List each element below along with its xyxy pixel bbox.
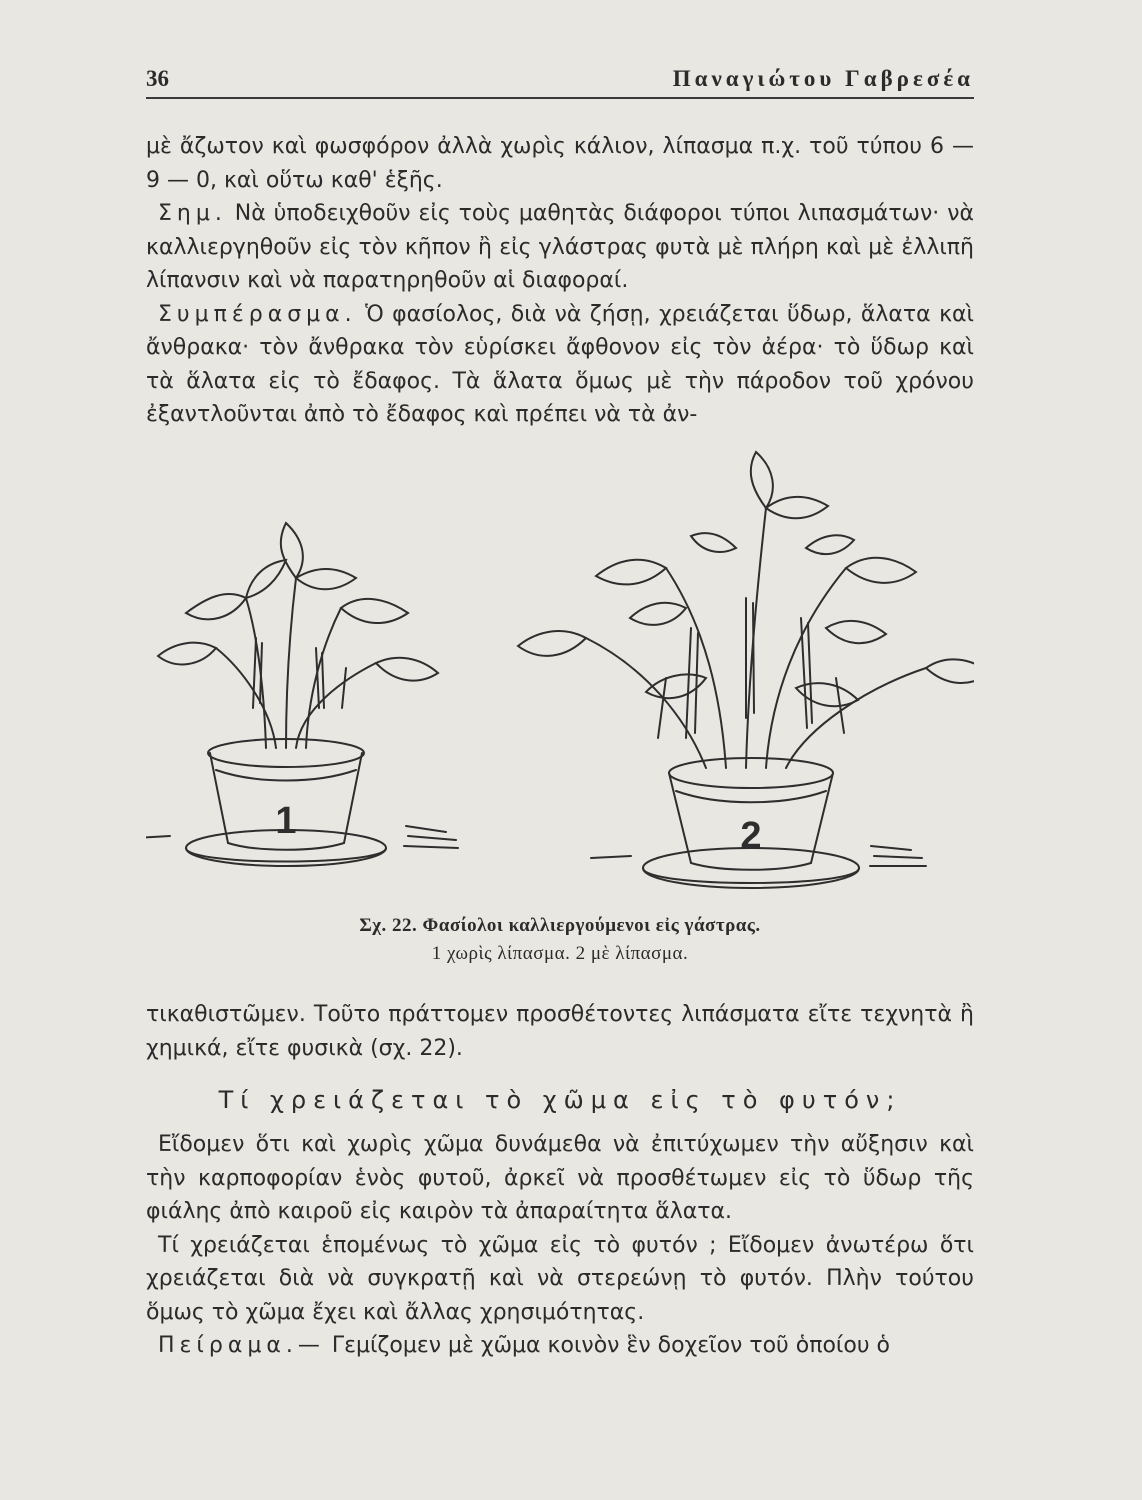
paragraph-fertilizer-replenish: τικαθιστῶμεν. Τοῦτο πράττομεν προσθέτοντες λιπάσματα εἴτε τεχνητὰ ἢ χημικά, εἴτε φυσικὰ (σχ. 22). [146, 1002, 974, 1061]
top-text-block [146, 130, 974, 432]
conclusion-text: Ὁ φασίολος, διὰ νὰ ζήσῃ, χρειάζεται ὕδωρ, ἅλατα καὶ ἄνθρακα· τὸν ἄνθρακα τὸν εὑρίσκει ἄφθονον εἰς τὸν ἀέρα· τὸ ὕδωρ καὶ τὰ ἅλατα εἰς τὸ ἔδαφος. Τὰ ἅλατα ὅμως μὲ τὴν πάροδον τοῦ χρόνου ἐξαντλοῦνται ἀπὸ τὸ ἔδαφος καὶ πρέπει νὰ τὰ ἀν- [146, 301, 974, 427]
experiment-label: Πείραμα.— [158, 1333, 325, 1358]
pot-2-label: 2 [740, 815, 762, 857]
caption-line-2: 1 χωρὶς λίπασμα. 2 μὲ λίπασμα. [431, 943, 689, 964]
paragraph-soil-growth: Εἴδομεν ὅτι καὶ χωρὶς χῶμα δυνάμεθα νὰ ἐπιτύχωμεν τὴν αὔξησιν καὶ τὴν καρποφορίαν ἑνὸς φυτοῦ, ἀρκεῖ νὰ προσθέτωμεν εἰς τὸ ὕδωρ τῆς φιάλης ἀπὸ καιροῦ εἰς καιρὸν τὰ ἀπαραίτητα ἅλατα. [146, 1132, 974, 1224]
conclusion-label: Συμπέρασμα. [158, 301, 357, 327]
note-text: Νὰ ὑποδειχθοῦν εἰς τοὺς μαθητὰς διάφοροι τύποι λιπασμάτων· νὰ καλλιεργηθοῦν εἰς τὸν κῆπον ἢ εἰς γλάστρας φυτὰ μὲ πλήρη καὶ μὲ ἐλλιπῆ λίπανσιν καὶ νὰ παρατηρηθοῦν αἱ διαφοραί. [146, 201, 974, 293]
section-title: Τί χρειάζεται τὸ χῶμα εἰς τὸ φυτόν; [218, 1086, 902, 1114]
bottom-text-block [146, 1128, 974, 1363]
middle-text-block [146, 998, 974, 1065]
figure-bean-plants-illustration [146, 448, 974, 908]
figure-caption [146, 912, 974, 968]
paragraph-experiment [146, 1329, 974, 1363]
paragraph-conclusion [146, 298, 974, 432]
plant-1-drawing [146, 523, 458, 866]
page-number: 36 [146, 66, 169, 91]
pot-1-label: 1 [275, 800, 297, 842]
header-rule [146, 97, 974, 99]
caption-line-1: Σχ. 22. Φασίολοι καλλιεργούμενοι εἰς γάστρας. [359, 915, 761, 936]
paragraph-fertilizer-types: μὲ ἄζωτον καὶ φωσφόρον ἀλλὰ χωρὶς κάλιον, λίπασμα π.χ. τοῦ τύπου 6 — 9 — 0, καὶ οὕτω καθ' ἑξῆς. [146, 134, 974, 193]
running-head: Παναγιώτου Γαβρεσέα [672, 66, 974, 91]
experiment-text: Γεμίζομεν μὲ χῶμα κοινὸν ἓν δοχεῖον τοῦ ὁποίου ὁ [331, 1333, 890, 1358]
paragraph-soil-purpose: Τί χρειάζεται ἑπομένως τὸ χῶμα εἰς τὸ φυτόν ; Εἴδομεν ἀνωτέρω ὅτι χρειάζεται διὰ νὰ συγκρατῇ καὶ νὰ στερεώνῃ τὸ φυτόν. Πλὴν τούτου ὅμως τὸ χῶμα ἔχει καὶ ἄλλας χρησιμότητας. [146, 1232, 974, 1325]
paragraph-note [146, 197, 974, 298]
note-label: Σημ. [158, 201, 227, 226]
